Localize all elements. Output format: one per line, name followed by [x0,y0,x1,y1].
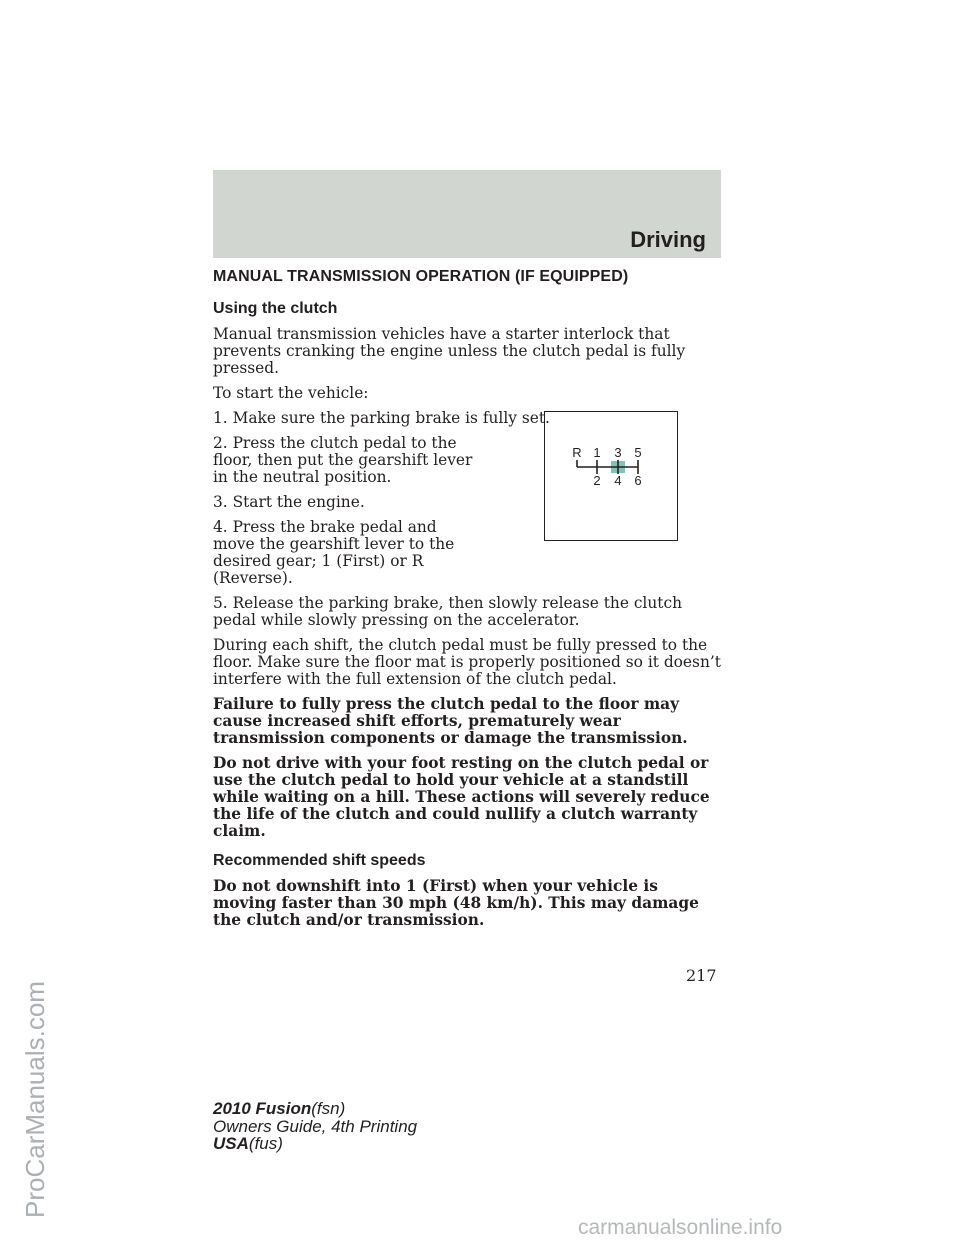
gear-label-3: 3 [614,445,622,460]
step-3: 3. Start the engine. [213,493,365,511]
section-tab [213,170,721,258]
gear-label-6: 6 [634,473,642,488]
bottom-watermark: carmanualsonline.info [578,1216,783,1239]
section-title: Driving [630,227,706,252]
subheading-clutch: Using the clutch [213,300,338,317]
step-2: 2. Press the clutch pedal to the floor, then put the gearshift lever in the neutral position. [213,434,473,486]
intro-paragraph: Manual transmission vehicles have a starter interlock that prevents cranking the engine unless the clutch pedal is fully pressed. [213,325,686,377]
main-content [213,268,723,937]
to-start-label: To start the vehicle: [213,384,369,402]
shift-paragraph: During each shift, the clutch pedal must be fully pressed to the floor. Make sure the floor mat is properly positioned so it doesn’t interfere with the full extension of the clutch pedal. [213,636,721,688]
footer-region-code: (fus) [248,1134,283,1153]
step-5: 5. Release the parking brake, then slowly release the clutch pedal while slowly pressing on the accelerator. [213,594,682,629]
gear-label-2: 2 [593,473,601,488]
warning-foot-resting: Do not drive with your foot resting on the clutch pedal or use the clutch pedal to hold your vehicle at a standstill while waiting on a hill. These actions will severely reduce the life of the clutch and could nullify a clutch warranty claim. [213,754,710,840]
shift-gate-lines [577,460,638,474]
gear-label-1: 1 [593,445,601,460]
gear-label-4: 4 [614,473,622,488]
page-number: 217 [686,966,717,985]
footer-model: 2010 Fusion [213,1099,312,1118]
warning-downshift: Do not downshift into 1 (First) when your vehicle is moving faster than 30 mph (48 km/h). This may damage the clutch and/or transmission. [213,877,699,929]
footer-guide: Owners Guide, 4th Printing [213,1116,418,1136]
gearshift-pattern-diagram [545,412,677,540]
step-1: 1. Make sure the parking brake is fully set. [213,409,550,427]
footer-model-code: (fsn) [311,1099,346,1118]
warning-clutch-press: Failure to fully press the clutch pedal to the floor may cause increased shift efforts, prematurely wear transmission components or damage the transmission. [213,695,688,747]
gear-label-5: 5 [634,445,642,460]
footer-region: USA [213,1134,249,1153]
subheading-shift-speeds: Recommended shift speeds [213,852,426,869]
gear-label-r: R [572,445,582,460]
gearshift-pattern-figure [544,411,678,541]
step-4: 4. Press the brake pedal and move the gearshift lever to the desired gear; 1 (First) or R (Reverse). [213,518,455,587]
page-title: MANUAL TRANSMISSION OPERATION (IF EQUIPPED) [213,268,629,285]
document-footer [213,1100,417,1153]
side-watermark: ProCarManuals.com [20,981,50,1218]
